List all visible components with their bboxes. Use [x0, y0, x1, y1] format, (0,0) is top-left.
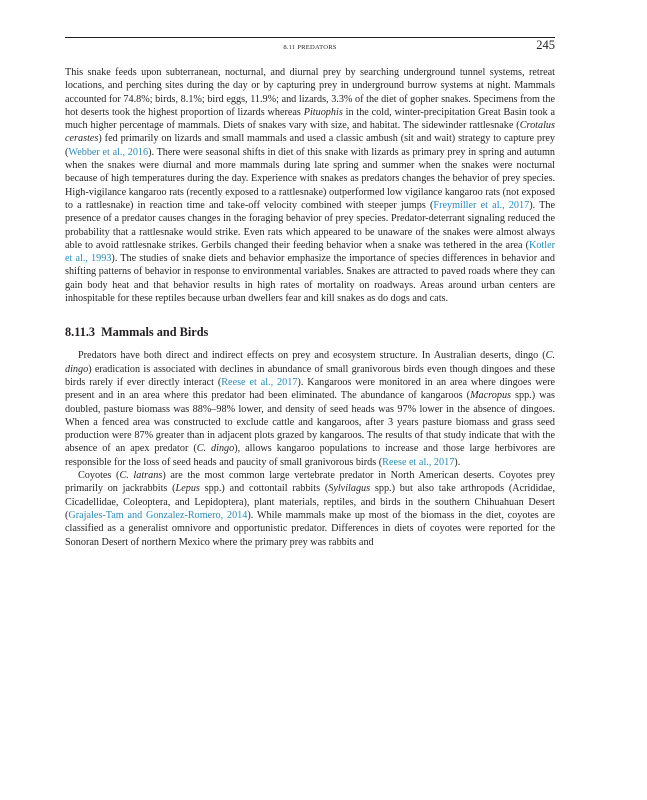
text-run: Predators have both direct and indirect effects on prey and ecosystem structure. In Australian deserts, dingo ( [78, 350, 546, 362]
species-name: C. latrans [119, 470, 163, 482]
species-name: Sylvilagus [328, 483, 371, 495]
citation-link[interactable]: Reese et al., 2017 [382, 456, 455, 468]
species-name: C. dingo [65, 350, 555, 375]
species-name: Pituophis [303, 106, 343, 118]
text-run: ) eradication is associated with declines in abundance of small granivorous birds even though dingoes and these birds rarely if ever directly interact ( [65, 363, 555, 388]
header-rule [65, 37, 555, 38]
text-run: ). Kangaroos were monitored in an area where dingoes were present and in an area where this predator had been eliminated. The abundance of kangaroos ( [65, 376, 556, 402]
page-number: 245 [536, 38, 555, 52]
citation-link[interactable]: Webber et al., 2016 [68, 146, 149, 158]
paragraph-coyote [65, 469, 555, 549]
citation-link[interactable]: Kotler et al., 1993 [65, 239, 555, 265]
text-run: spp.) but also take arthropods (Acrididae, Cicadellidae, Coleoptera, and Lepidoptera), plant materials, reptiles, and birds in the southern Chihuahuan Desert ( [65, 483, 555, 521]
species-name: Lepus [175, 483, 200, 495]
text-run: in the cold, winter-precipitation Great Basin took a much higher percentage of mammals. Diets of snakes vary with size, and habitat. The sidewinder rattlesnake ( [65, 106, 555, 132]
section-number: 8.11.3 [65, 325, 96, 340]
section-title: Mammals and Birds [101, 325, 209, 340]
species-name: Macropus [470, 390, 511, 402]
text-run: ), allows kangaroo populations to increase and those large herbivores are responsible for the loss of seed heads and paucity of small granivorous birds ( [65, 443, 555, 468]
running-head: 8.11 PREDATORS [283, 44, 337, 51]
text-run: ). While mammals make up most of the biomass in the diet, coyotes are classified as a generalist omnivore and opportunistic predator. Differences in diets of coyotes were reported for the Sonoran Desert of northern Mexico where the primary prey was rabbits and [65, 509, 555, 548]
text-run: ). The studies of snake diets and behavior emphasize the importance of species differences in behavior and shifting patterns of behavior in response to environmental variables. Snakes are attracted to paved roads where they can gain body heat and that behavior results in high rates of mortality on roadways. Areas around urban centers are inhospitable for these reptiles because urban dwellers fear and kill snakes as do dogs and cats. [65, 253, 555, 305]
text-run: spp.) was doubled, pasture biomass was 88%–98% lower, and density of seed heads was 97% lower in the absence of dingoes. When a fenced area was constructed to exclude cattle and kangaroos, after 3 years pasture biomass and grass seed production were 87% greater than in adjacent plots grazed by kangaroos. The results of that study indicate that with the absence of an apex predator ( [65, 390, 555, 455]
text-run: ). [454, 456, 461, 468]
species-name: C. dingo [196, 443, 235, 455]
text-run: spp.) and cottontail rabbits ( [199, 483, 329, 495]
body-text [65, 66, 555, 549]
text-run: ). The presence of a predator causes changes in the foraging behavior of prey species. Predator-deterrant signaling reduced the probability that a rattlesnake would strike. Even rats which appeared to be unaware of the snakes were almost always able to avoid rattlesnake strikes. Gerbils changed their feeding behavior when a snake was tethered in the area ( [65, 199, 555, 251]
text-run: ) fed primarily on lizards and small mammals and used a classic ambush (sit and wait) strategy to capture prey ( [65, 133, 555, 158]
paragraph-dingo [65, 349, 555, 469]
section-heading [65, 325, 555, 340]
citation-link[interactable]: Freymiller et al., 2017 [433, 199, 530, 211]
citation-link[interactable]: Reese et al., 2017 [221, 376, 298, 388]
text-run: Coyotes ( [78, 470, 120, 482]
text-run: ). There were seasonal shifts in diet of this snake with lizards as primary prey in spring and autumn when the snakes were diurnal and more mammals during late spring and summer when the snakes were nocturnal because of high temperatures during the day. Experience with snakes as predators changes the behavior of prey species. High-vigilance kangaroo rats (recently exposed to a rattlesnake) outperformed low vigilance kangaroo rats (not exposed to a rattlesnake) in reaction time and take-off velocity combined with steeper jumps ( [65, 146, 555, 211]
text-run: ) are the most common large vertebrate predator in North American deserts. Coyotes prey primarily on jackrabbits ( [65, 470, 555, 495]
citation-link[interactable]: Grajales-Tam and Gonzalez-Romero, 2014 [68, 509, 248, 521]
text-run: This snake feeds upon subterranean, nocturnal, and diurnal prey by searching underground tunnel systems, retreat locations, and perching sites during the day or by capturing prey in underground burrow systems at night. Mammals accounted for 74.8%; birds, 8.1%; bird eggs, 11.9%; and lizards, 3.3% of the diet of gopher snakes. Specimens from the hot deserts took the highest proportion of lizards whereas [65, 67, 555, 118]
species-name: Crotalus cerastes [65, 120, 555, 145]
paragraph-gopher-snake [65, 66, 555, 305]
